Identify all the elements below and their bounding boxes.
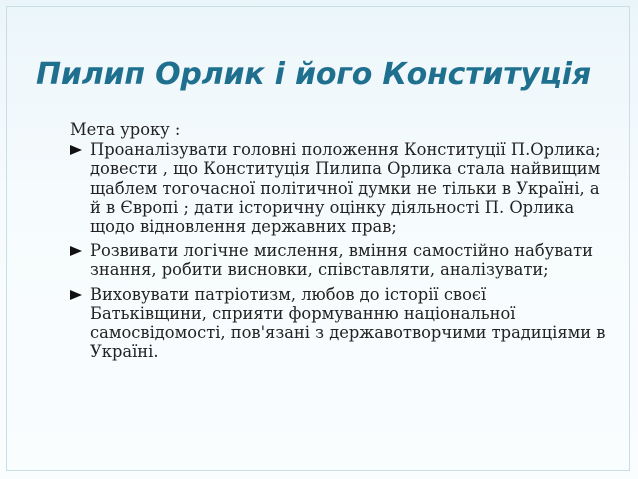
triangle-bullet-icon bbox=[70, 246, 82, 256]
bullet-text: Розвивати логічне мислення, вміння самостійно набувати знання, робити висновки, співставляти, аналізувати; bbox=[90, 241, 593, 280]
bullet-text: Виховувати патріотизм, любов до історії своєї Батьківщини, сприяти формуванню національної самосвідомості, пов'язані з державотворчими традиціями в Україні. bbox=[90, 284, 606, 362]
bullet-item-educate bbox=[68, 285, 608, 362]
bullet-item-analyze bbox=[68, 140, 608, 236]
triangle-bullet-icon bbox=[70, 290, 82, 300]
bullet-item-develop bbox=[68, 241, 608, 279]
bullet-text: Проаналізувати головні положення Конституції П.Орлика; довести , що Конституція Пилипа Орлика стала найвищим щаблем тогочасної політичної думки не тільки в Україні, а й в Європі ; дати історичну оцінку діяльності П. Орлика щодо відновлення державних прав; bbox=[90, 140, 601, 237]
bullet-list bbox=[68, 140, 608, 361]
slide-title: Пилип Орлик і його Конституція bbox=[36, 57, 591, 92]
slide-content bbox=[68, 120, 608, 366]
triangle-bullet-icon bbox=[70, 145, 82, 155]
lesson-goal-heading: Мета уроку : bbox=[70, 120, 181, 139]
